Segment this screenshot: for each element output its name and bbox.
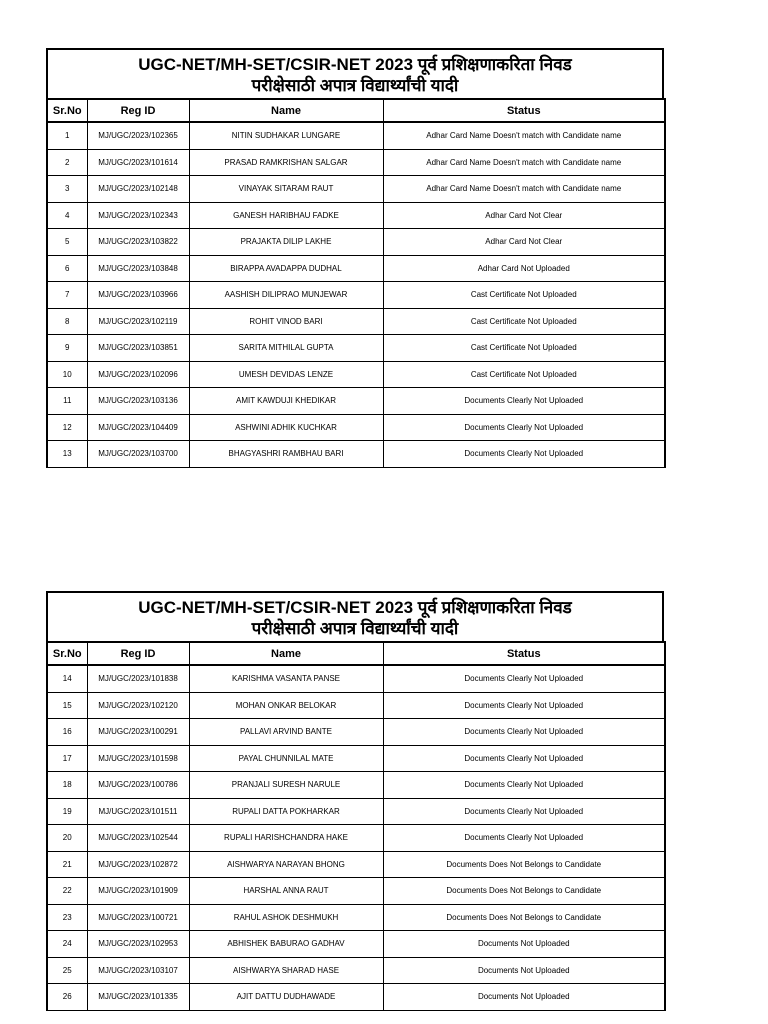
cell-sr-no: 19 bbox=[47, 798, 87, 825]
cell-sr-no: 26 bbox=[47, 984, 87, 1011]
cell-name: SARITA MITHILAL GUPTA bbox=[189, 335, 383, 362]
cell-reg-id: MJ/UGC/2023/102096 bbox=[87, 361, 189, 388]
cell-reg-id: MJ/UGC/2023/102365 bbox=[87, 122, 189, 149]
cell-reg-id: MJ/UGC/2023/101511 bbox=[87, 798, 189, 825]
table-row bbox=[47, 414, 665, 441]
cell-name: AISHWARYA SHARAD HASE bbox=[189, 957, 383, 984]
cell-reg-id: MJ/UGC/2023/103822 bbox=[87, 229, 189, 256]
cell-status: Cast Certificate Not Uploaded bbox=[383, 308, 665, 335]
cell-name: AMIT KAWDUJI KHEDIKAR bbox=[189, 388, 383, 415]
header-sr-no: Sr.No bbox=[47, 99, 87, 122]
cell-name: AJIT DATTU DUDHAWADE bbox=[189, 984, 383, 1011]
cell-name: GANESH HARIBHAU FADKE bbox=[189, 202, 383, 229]
cell-reg-id: MJ/UGC/2023/103136 bbox=[87, 388, 189, 415]
cell-sr-no: 25 bbox=[47, 957, 87, 984]
cell-name: RUPALI DATTA POKHARKAR bbox=[189, 798, 383, 825]
cell-status: Documents Clearly Not Uploaded bbox=[383, 441, 665, 468]
table-title: UGC-NET/MH-SET/CSIR-NET 2023 पूर्व प्रशिक्षणाकरिता निवड परीक्षेसाठी अपात्र विद्यार्थ्यांची यादी bbox=[46, 48, 664, 98]
cell-reg-id: MJ/UGC/2023/102872 bbox=[87, 851, 189, 878]
table-row bbox=[47, 282, 665, 309]
cell-sr-no: 3 bbox=[47, 176, 87, 203]
cell-name: AISHWARYA NARAYAN BHONG bbox=[189, 851, 383, 878]
cell-reg-id: MJ/UGC/2023/102343 bbox=[87, 202, 189, 229]
candidate-table bbox=[46, 98, 666, 468]
cell-status: Documents Clearly Not Uploaded bbox=[383, 388, 665, 415]
cell-status: Documents Clearly Not Uploaded bbox=[383, 692, 665, 719]
table-header-row bbox=[47, 642, 665, 665]
cell-status: Documents Does Not Belongs to Candidate bbox=[383, 904, 665, 931]
cell-name: BIRAPPA AVADAPPA DUDHAL bbox=[189, 255, 383, 282]
cell-sr-no: 20 bbox=[47, 825, 87, 852]
cell-status: Documents Clearly Not Uploaded bbox=[383, 745, 665, 772]
cell-name: UMESH DEVIDAS LENZE bbox=[189, 361, 383, 388]
cell-status: Cast Certificate Not Uploaded bbox=[383, 361, 665, 388]
cell-status: Documents Clearly Not Uploaded bbox=[383, 825, 665, 852]
table-row bbox=[47, 388, 665, 415]
cell-reg-id: MJ/UGC/2023/101838 bbox=[87, 665, 189, 692]
cell-name: ROHIT VINOD BARI bbox=[189, 308, 383, 335]
cell-sr-no: 1 bbox=[47, 122, 87, 149]
table-row bbox=[47, 176, 665, 203]
cell-reg-id: MJ/UGC/2023/101335 bbox=[87, 984, 189, 1011]
cell-reg-id: MJ/UGC/2023/100291 bbox=[87, 719, 189, 746]
table-row bbox=[47, 878, 665, 905]
cell-reg-id: MJ/UGC/2023/104409 bbox=[87, 414, 189, 441]
cell-reg-id: MJ/UGC/2023/103107 bbox=[87, 957, 189, 984]
cell-sr-no: 6 bbox=[47, 255, 87, 282]
cell-name: HARSHAL ANNA RAUT bbox=[189, 878, 383, 905]
cell-status: Adhar Card Name Doesn't match with Candidate name bbox=[383, 122, 665, 149]
table-row bbox=[47, 772, 665, 799]
cell-sr-no: 13 bbox=[47, 441, 87, 468]
cell-status: Documents Clearly Not Uploaded bbox=[383, 798, 665, 825]
cell-sr-no: 11 bbox=[47, 388, 87, 415]
header-name: Name bbox=[189, 99, 383, 122]
cell-sr-no: 7 bbox=[47, 282, 87, 309]
table-row bbox=[47, 904, 665, 931]
cell-sr-no: 16 bbox=[47, 719, 87, 746]
table-row bbox=[47, 745, 665, 772]
candidate-list-table-2 bbox=[46, 591, 664, 1011]
cell-name: PALLAVI ARVIND BANTE bbox=[189, 719, 383, 746]
cell-status: Documents Clearly Not Uploaded bbox=[383, 414, 665, 441]
table-title: UGC-NET/MH-SET/CSIR-NET 2023 पूर्व प्रशिक्षणाकरिता निवड परीक्षेसाठी अपात्र विद्यार्थ्यांची यादी bbox=[46, 591, 664, 641]
cell-name: ABHISHEK BABURAO GADHAV bbox=[189, 931, 383, 958]
cell-sr-no: 21 bbox=[47, 851, 87, 878]
cell-reg-id: MJ/UGC/2023/103700 bbox=[87, 441, 189, 468]
cell-sr-no: 8 bbox=[47, 308, 87, 335]
cell-reg-id: MJ/UGC/2023/101614 bbox=[87, 149, 189, 176]
table-row bbox=[47, 255, 665, 282]
cell-name: MOHAN ONKAR BELOKAR bbox=[189, 692, 383, 719]
cell-status: Adhar Card Name Doesn't match with Candidate name bbox=[383, 149, 665, 176]
table-body bbox=[47, 665, 665, 1010]
cell-reg-id: MJ/UGC/2023/102148 bbox=[87, 176, 189, 203]
cell-name: PRAJAKTA DILIP LAKHE bbox=[189, 229, 383, 256]
cell-name: PRASAD RAMKRISHAN SALGAR bbox=[189, 149, 383, 176]
table-row bbox=[47, 441, 665, 468]
table-body bbox=[47, 122, 665, 467]
table-row bbox=[47, 202, 665, 229]
cell-sr-no: 10 bbox=[47, 361, 87, 388]
header-status: Status bbox=[383, 99, 665, 122]
cell-status: Documents Clearly Not Uploaded bbox=[383, 719, 665, 746]
cell-reg-id: MJ/UGC/2023/103848 bbox=[87, 255, 189, 282]
table-row bbox=[47, 229, 665, 256]
cell-status: Documents Does Not Belongs to Candidate bbox=[383, 878, 665, 905]
cell-sr-no: 4 bbox=[47, 202, 87, 229]
cell-sr-no: 14 bbox=[47, 665, 87, 692]
cell-sr-no: 22 bbox=[47, 878, 87, 905]
cell-reg-id: MJ/UGC/2023/102120 bbox=[87, 692, 189, 719]
cell-status: Documents Does Not Belongs to Candidate bbox=[383, 851, 665, 878]
cell-status: Documents Not Uploaded bbox=[383, 931, 665, 958]
cell-status: Adhar Card Name Doesn't match with Candidate name bbox=[383, 176, 665, 203]
table-row bbox=[47, 957, 665, 984]
cell-sr-no: 2 bbox=[47, 149, 87, 176]
cell-sr-no: 18 bbox=[47, 772, 87, 799]
cell-status: Adhar Card Not Uploaded bbox=[383, 255, 665, 282]
cell-status: Adhar Card Not Clear bbox=[383, 229, 665, 256]
cell-reg-id: MJ/UGC/2023/101598 bbox=[87, 745, 189, 772]
cell-name: ASHWINI ADHIK KUCHKAR bbox=[189, 414, 383, 441]
table-header-row bbox=[47, 99, 665, 122]
cell-name: NITIN SUDHAKAR LUNGARE bbox=[189, 122, 383, 149]
cell-name: RAHUL ASHOK DESHMUKH bbox=[189, 904, 383, 931]
table-row bbox=[47, 361, 665, 388]
table-row bbox=[47, 931, 665, 958]
header-name: Name bbox=[189, 642, 383, 665]
cell-status: Documents Not Uploaded bbox=[383, 984, 665, 1011]
cell-reg-id: MJ/UGC/2023/100786 bbox=[87, 772, 189, 799]
table-row bbox=[47, 149, 665, 176]
table-row bbox=[47, 798, 665, 825]
table-row bbox=[47, 692, 665, 719]
table-row bbox=[47, 851, 665, 878]
header-sr-no: Sr.No bbox=[47, 642, 87, 665]
table-row bbox=[47, 719, 665, 746]
table-row bbox=[47, 984, 665, 1011]
cell-status: Documents Clearly Not Uploaded bbox=[383, 772, 665, 799]
table-row bbox=[47, 335, 665, 362]
cell-name: KARISHMA VASANTA PANSE bbox=[189, 665, 383, 692]
candidate-table bbox=[46, 641, 666, 1011]
table-row bbox=[47, 122, 665, 149]
cell-reg-id: MJ/UGC/2023/101909 bbox=[87, 878, 189, 905]
cell-name: PAYAL CHUNNILAL MATE bbox=[189, 745, 383, 772]
cell-sr-no: 5 bbox=[47, 229, 87, 256]
cell-status: Cast Certificate Not Uploaded bbox=[383, 282, 665, 309]
header-reg-id: Reg ID bbox=[87, 642, 189, 665]
cell-sr-no: 24 bbox=[47, 931, 87, 958]
table-row bbox=[47, 825, 665, 852]
cell-reg-id: MJ/UGC/2023/102953 bbox=[87, 931, 189, 958]
candidate-list-table-1 bbox=[46, 48, 664, 468]
cell-status: Documents Clearly Not Uploaded bbox=[383, 665, 665, 692]
table-row bbox=[47, 308, 665, 335]
cell-name: BHAGYASHRI RAMBHAU BARI bbox=[189, 441, 383, 468]
cell-sr-no: 12 bbox=[47, 414, 87, 441]
cell-sr-no: 9 bbox=[47, 335, 87, 362]
cell-name: AASHISH DILIPRAO MUNJEWAR bbox=[189, 282, 383, 309]
cell-reg-id: MJ/UGC/2023/103851 bbox=[87, 335, 189, 362]
header-status: Status bbox=[383, 642, 665, 665]
cell-name: PRANJALI SURESH NARULE bbox=[189, 772, 383, 799]
cell-sr-no: 17 bbox=[47, 745, 87, 772]
cell-status: Adhar Card Not Clear bbox=[383, 202, 665, 229]
cell-reg-id: MJ/UGC/2023/100721 bbox=[87, 904, 189, 931]
cell-reg-id: MJ/UGC/2023/103966 bbox=[87, 282, 189, 309]
header-reg-id: Reg ID bbox=[87, 99, 189, 122]
cell-reg-id: MJ/UGC/2023/102544 bbox=[87, 825, 189, 852]
cell-name: RUPALI HARISHCHANDRA HAKE bbox=[189, 825, 383, 852]
cell-sr-no: 15 bbox=[47, 692, 87, 719]
cell-sr-no: 23 bbox=[47, 904, 87, 931]
table-row bbox=[47, 665, 665, 692]
cell-status: Documents Not Uploaded bbox=[383, 957, 665, 984]
cell-reg-id: MJ/UGC/2023/102119 bbox=[87, 308, 189, 335]
cell-name: VINAYAK SITARAM RAUT bbox=[189, 176, 383, 203]
cell-status: Cast Certificate Not Uploaded bbox=[383, 335, 665, 362]
